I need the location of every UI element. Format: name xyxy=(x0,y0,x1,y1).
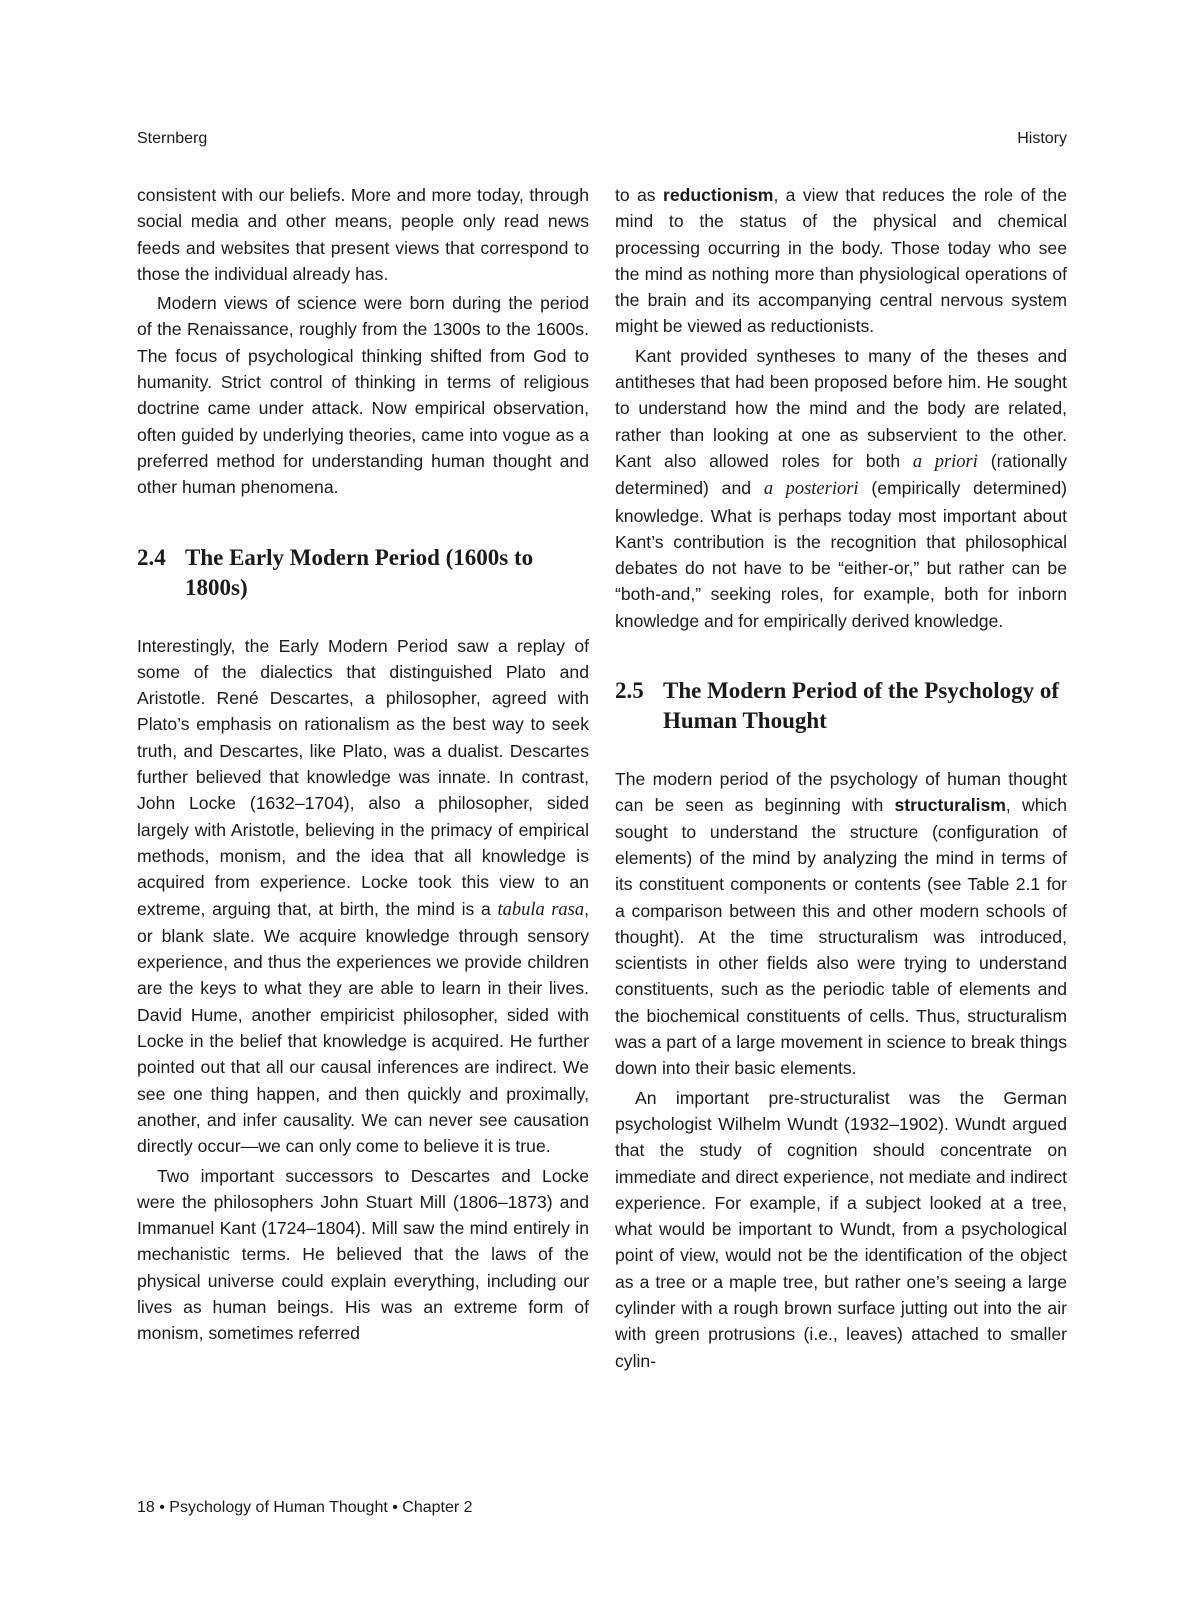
section-number: 2.4 xyxy=(137,544,166,570)
text-run: , which sought to understand the structure (configuration of elements) of the mind by analyzing the mind in terms of its constituent components or contents (see Table 2.1 for a comparison between this and other modern schools of thought). At the time structuralism was introduced, scientists in other fields also were trying to understand constituents, such as the periodic table of elements and the biochemical constituents of cells. Thus, structuralism was a part of a large movement in science to break things down into their basic elements. xyxy=(615,795,1067,1079)
left-column xyxy=(137,182,589,1347)
text-run: The modern period of the psychology of human thought can be seen as beginning with xyxy=(615,769,1067,816)
paragraph-wundt: An important pre-structuralist was the German psychologist Wilhelm Wundt (1932–1902). Wundt argued that the study of cognition should concentrate on immediate and direct experience, not mediate and indirect experience. For example, if a subject looked at a tree, what would be important to Wundt, from a psychological point of view, would not be the identification of the object as a tree or a maple tree, but rather one’s seeing a large cylinder with a rough brown surface jutting out into the air with green protrusions (i.e., leaves) attached to smaller cylin- xyxy=(615,1087,1067,1371)
section-heading-2-5 xyxy=(615,676,1067,736)
text-run: Kant provided syntheses to many of the theses and antitheses that had been proposed before him. He sought to understand how the mind and the body are related, rather than looking at one as subservient to the other. Kant also allowed roles for both xyxy=(615,345,1067,471)
page-footer: 18 • Psychology of Human Thought • Chapter 2 xyxy=(137,1499,473,1516)
text-run: , or blank slate. We acquire knowledge through sensory experience, and thus the experiences we provide children are the keys to what they are able to learn in their lives. David Hume, another empiricist philosopher, sided with Locke in the belief that knowledge is acquired. He further pointed out that all our causal inferences are indirect. We see one thing happen, and then quickly and proximally, another, and infer causality. We can never see causation directly occur—we can only come to believe it is true. xyxy=(137,898,590,1157)
paragraph-renaissance: Modern views of science were born during the period of the Renaissance, roughly from the 1300s to the 1600s. The focus of psychological thinking shifted from God to humanity. Strict control of thinking in terms of religious doctrine came under attack. Now empirical observation, often guided by underlying theories, came into vogue as a preferred method for understanding human thought and other human phenomena. xyxy=(137,293,589,498)
key-term: structuralism xyxy=(894,795,1006,816)
paragraph-early-modern xyxy=(137,633,589,1160)
text-run: , a view that reduces the role of the mind to the status of the physical and chemical processing occurring in the body. Those today who see the mind as nothing more than physiological operations of the brain and its accompanying central nervous system might be viewed as reductionists. xyxy=(615,185,1067,337)
paragraph-mill-kant: Two important successors to Descartes and Locke were the philosophers John Stuart Mill (1806–1873) and Immanuel Kant (1724–1804). Mill saw the mind entirely in mechanistic terms. He believed that the laws of the physical universe could explain everything, including our lives as human beings. His was an extreme form of monism, sometimes referred xyxy=(137,1165,589,1344)
section-heading-2-4 xyxy=(137,543,589,603)
italic-term: a posteriori xyxy=(763,479,859,500)
section-title: The Early Modern Period (1600s to 1800s) xyxy=(185,544,534,600)
paragraph-continuation: consistent with our beliefs. More and more today, through social media and other means, people only read news feeds and websites that present views that correspond to those the individual already has. xyxy=(137,185,589,284)
paragraph-structuralism xyxy=(615,766,1067,1082)
italic-term: a priori xyxy=(912,451,978,472)
right-column xyxy=(615,182,1067,1374)
text-run: to as xyxy=(615,185,663,205)
paragraph-kant xyxy=(615,343,1067,634)
italic-term: tabula rasa xyxy=(497,899,585,920)
paragraph-reductionism xyxy=(615,182,1067,340)
key-term: reductionism xyxy=(662,185,774,205)
text-run: (empirically determined) knowledge. What is perhaps today most important about Kant’s contribution is the recognition that philosophical debates do not have to be “either-or,” but rather can be “both-and,” seeking roles, for example, both for inborn knowledge and for empirically derived knowledge. xyxy=(615,478,1067,631)
text-run: Interestingly, the Early Modern Period saw a replay of some of the dialectics that distinguished Plato and Aristotle. René Descartes, a philosopher, agreed with Plato’s emphasis on rationalism as the best way to seek truth, and Descartes, like Plato, was a dualist. Descartes further believed that knowledge was innate. In contrast, John Locke (1632–1704), also a philosopher, sided largely with Aristotle, believing in the primacy of empirical methods, monism, and the idea that all knowledge is acquired from experience. Locke took this view to an extreme, arguing that, at birth, the mind is a xyxy=(137,635,589,919)
text-run: (rationally determined) and xyxy=(615,450,1067,499)
running-head xyxy=(137,126,1067,152)
section-number: 2.5 xyxy=(615,678,644,704)
running-head-chapter-title: History xyxy=(1017,130,1067,147)
running-head-author: Sternberg xyxy=(137,130,208,147)
section-title: The Modern Period of the Psychology of Human Thought xyxy=(663,678,1060,734)
